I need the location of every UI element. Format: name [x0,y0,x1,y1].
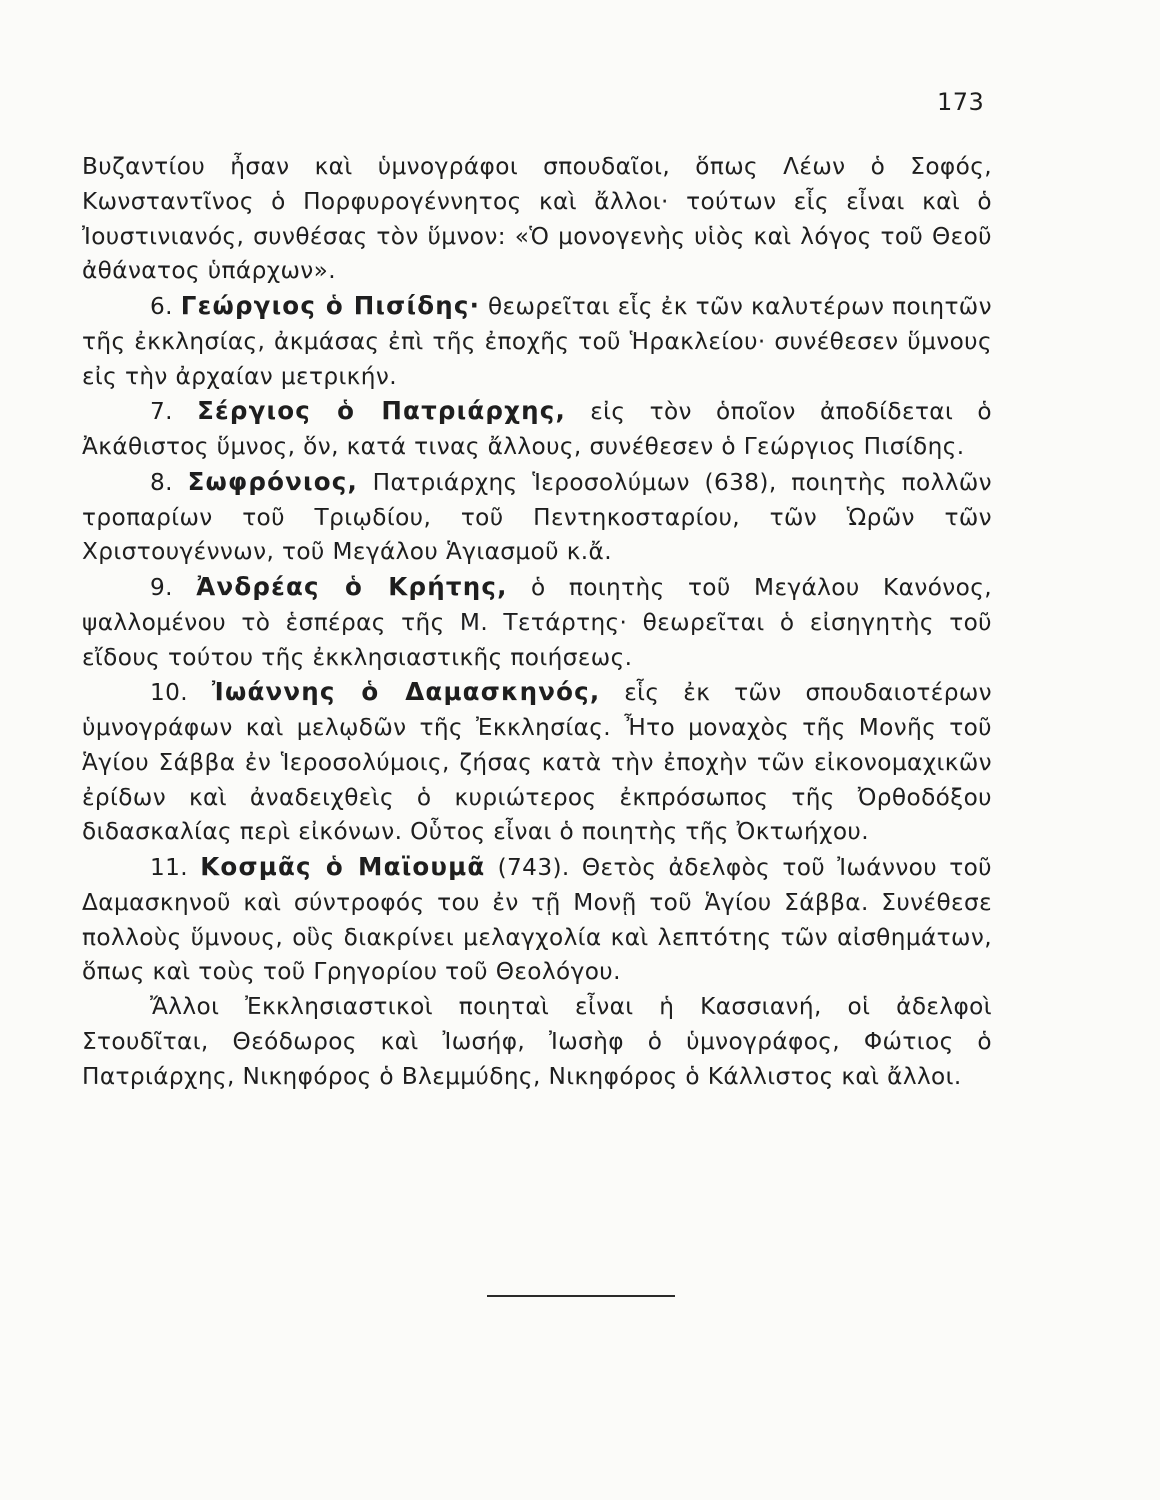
entry-name: Γεώργιος ὁ Πισίδης· [180,291,481,320]
entry-text: (743). Θετὸς ἀδελφὸς τοῦ Ἰωάννου τοῦ Δαμασκηνοῦ καὶ σύντροφός του ἐν τῇ Μονῇ τοῦ Ἁγίου Σάββα. Συνέθεσε πολλοὺς ὕμνους, οὓς διακρίνει μελαγχολία καὶ λεπτότης τῶν αἰσθημάτων, ὅπως καὶ τοὺς τοῦ Γρηγορίου τοῦ Θεολόγου. [82,854,993,986]
entry-name: Ἰωάννης ὁ Δαμασκηνός, [211,677,601,707]
entry-paragraph [82,394,992,465]
entry-text: εἷς ἐκ τῶν σπουδαιοτέρων ὑμνογράφων καὶ μελῳδῶν τῆς Ἐκκλησίας. Ἦτο μοναχὸς τῆς Μονῆς τοῦ Ἁγίου Σάββα ἐν Ἱεροσολύμοις, ζήσας κατὰ τὴν ἐποχὴν τῶν εἰκονομαχικῶν ἐρίδων καὶ ἀναδειχθεὶς ὁ κυριώτερος ἐκπρόσωπος τῆς Ὀρθοδόξου διδασκαλίας περὶ εἰκόνων. Οὗτος εἶναι ὁ ποιητὴς τῆς Ὀκτωήχου. [82,679,992,846]
entry-number: 7. [150,398,173,426]
entry-number: 10. [150,679,189,707]
entry-number: 9. [150,574,173,601]
page-number: 173 [937,88,985,116]
closing-paragraph: Ἄλλοι Ἐκκλησιαστικοὶ ποιηταὶ εἶναι ἡ Κασσιανή, οἱ ἀδελφοὶ Στουδῖται, Θεόδωρος καὶ Ἰωσήφ, Ἰωσὴφ ὁ ὑμνογράφος, Φώτιος ὁ Πατριάρχης, Νικηφόρος ὁ Βλεμμύδης, Νικηφόρος ὁ Κάλλιστος καὶ ἄλλοι. [82,993,992,1090]
entry-text: Πατριάρχης Ἱεροσολύμων (638), ποιητὴς πολλῶν τροπαρίων τοῦ Τριῳδίου, τοῦ Πεντηκοσταρίου, τῶν Ὡρῶν τῶν Χριστουγέννων, τοῦ Μεγάλου Ἁγιασμοῦ κ.ἄ. [82,468,992,566]
entry-number: 6. [150,293,173,320]
intro-paragraph: Βυζαντίου ἦσαν καὶ ὑμνογράφοι σπουδαῖοι, ὅπως Λέων ὁ Σοφός, Κωνσταντῖνος ὁ Πορφυρογέννητος καὶ ἄλλοι· τούτων εἷς εἶναι καὶ ὁ Ἰουστινιανός, συνθέσας τὸν ὕμνον: «Ὁ μονογενὴς υἱὸς καὶ λόγος τοῦ Θεοῦ ἀθάνατος ὑπάρχων». [82,153,992,285]
entry-text: εἰς τὸν ὁποῖον ἀποδίδεται ὁ Ἀκάθιστος ὕμνος, ὅν, κατά τινας ἄλλους, συνέθεσεν ὁ Γεώργιος Πισίδης. [82,398,992,460]
section-end-rule [487,1295,675,1297]
entry-name: Ἀνδρέας ὁ Κρήτης, [196,572,508,601]
page-body [82,150,992,1094]
entry-paragraph [82,850,992,990]
entry-number: 8. [150,468,173,496]
entry-number: 11. [150,854,189,881]
entry-text: ὁ ποιητὴς τοῦ Μεγάλου Κανόνος, ψαλλομένου τὸ ἑσπέρας τῆς Μ. Τετάρτης· θεωρεῖται ὁ εἰσηγητὴς τοῦ εἴδους τούτου τῆς ἐκκλησιαστικῆς ποιήσεως. [82,574,992,671]
entry-name: Σωφρόνιος, [187,466,359,496]
entry-name: Σέργιος ὁ Πατριάρχης, [197,396,567,426]
entry-name: Κοσμᾶς ὁ Μαϊουμᾶ [200,852,486,881]
entry-paragraph [82,570,992,675]
entry-paragraph [82,465,992,570]
entry-paragraph [82,289,992,394]
entry-text: θεωρεῖται εἷς ἐκ τῶν καλυτέρων ποιητῶν τῆς ἐκκλησίας, ἀκμάσας ἐπὶ τῆς ἐποχῆς τοῦ Ἡρακλείου· συνέθεσεν ὕμνους εἰς τὴν ἀρχαίαν μετρικήν. [82,293,992,390]
entry-paragraph [82,675,992,850]
